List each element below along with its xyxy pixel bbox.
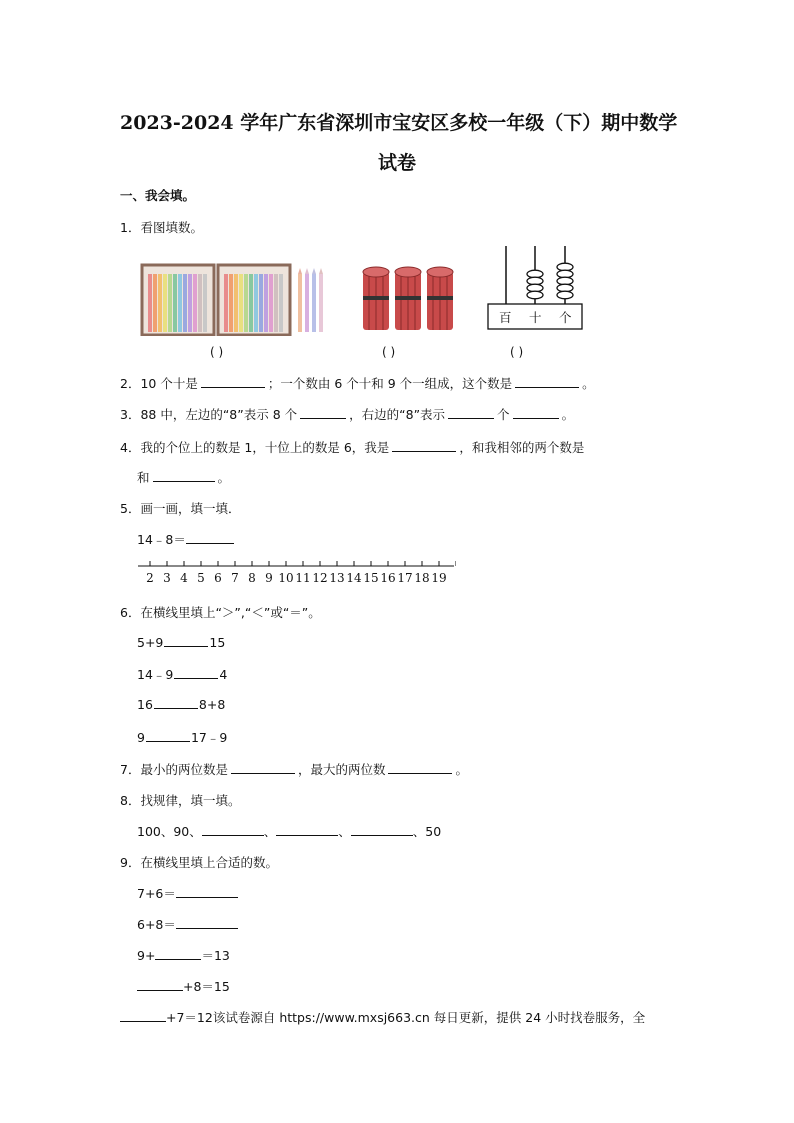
number-line-label: 18: [414, 571, 430, 585]
question-1-text: 1．看图填数。: [120, 220, 203, 235]
q8-sep: 、: [338, 824, 351, 839]
number-line-label: 9: [265, 571, 273, 585]
q7-text-b: ，最大的两位数: [297, 762, 386, 777]
q4-text-d: 。: [217, 470, 231, 485]
answer-paren-1[interactable]: ( ): [210, 345, 224, 359]
q8-end: 、50: [412, 824, 442, 839]
page-title-line1: 2023-2024 学年广东省深圳市宝安区多校一年级（下）期中数学: [120, 112, 678, 134]
number-line-label: 8: [248, 571, 256, 585]
answer-blank[interactable]: [513, 406, 559, 419]
stick-bundle-3: [427, 267, 453, 330]
q7-text-a: 7．最小的两位数是: [120, 762, 228, 777]
q9-expr-a: 9+: [137, 948, 156, 963]
question-4: [120, 438, 584, 456]
compare-blank[interactable]: [154, 696, 198, 709]
number-line: [136, 558, 456, 588]
q9-expr-b: ＝13: [201, 948, 230, 963]
answer-blank[interactable]: [137, 978, 183, 991]
question-4-line2: [137, 468, 230, 486]
q6-item-2: [137, 665, 227, 683]
q9-expr-b: +8＝15: [183, 979, 230, 994]
abacus-label-tens: 十: [529, 310, 542, 325]
answer-paren-2[interactable]: ( ): [382, 345, 396, 359]
page-title-line2: 试卷: [378, 152, 417, 174]
q6-left: 16: [137, 697, 153, 712]
question-7: [120, 760, 468, 778]
q2-text-a: 2．10 个十是: [120, 376, 198, 391]
answer-blank[interactable]: [392, 439, 456, 452]
q9-item-1: [137, 884, 238, 902]
answer-blank[interactable]: [231, 761, 295, 774]
number-line-label: 19: [431, 571, 447, 585]
number-line-label: 15: [363, 571, 379, 585]
q6-right: 4: [219, 667, 228, 682]
q2-text-c: 。: [582, 376, 595, 391]
q3-text-c: 个: [497, 407, 510, 422]
q8-start: 100、90、: [137, 824, 202, 839]
pencil-box-2: [218, 265, 290, 335]
number-line-label: 12: [312, 571, 328, 585]
answer-paren-3[interactable]: ( ): [510, 345, 524, 359]
answer-blank[interactable]: [515, 375, 579, 388]
answer-blank[interactable]: [153, 469, 215, 482]
number-line-label: 17: [397, 571, 413, 585]
q6-left: 9: [137, 730, 145, 745]
question-5-text: 5．画一画，填一填．: [120, 501, 241, 516]
answer-blank[interactable]: [202, 823, 264, 836]
loose-pencils: [298, 268, 323, 332]
q2-text-b: ；一个数由 6 个十和 9 个一组成，这个数是: [267, 376, 513, 391]
q9-item-2: [137, 915, 238, 933]
pencil-box-1: [142, 265, 214, 335]
q9-item-4: [137, 977, 230, 995]
q4-text-c: 和: [137, 470, 150, 485]
answer-blank[interactable]: [155, 947, 201, 960]
answer-blank[interactable]: [351, 823, 413, 836]
question-6-text: 6．在横线里填上“＞”,“＜”或“＝”。: [120, 605, 321, 620]
q6-right: 15: [209, 635, 226, 650]
q9-item-3: [137, 946, 230, 964]
q4-text-a: 4．我的个位上的数是 1，十位上的数是 6，我是: [120, 440, 390, 455]
number-line-label: 6: [214, 571, 222, 585]
number-line-label: 10: [278, 571, 294, 585]
q6-item-3: [137, 696, 225, 712]
number-line-label: 2: [146, 571, 154, 585]
question-9-text: 9．在横线里填上合适的数。: [120, 855, 278, 870]
q9-expr-b: +7＝12: [166, 1010, 213, 1025]
number-line-label: 3: [163, 571, 171, 585]
stick-bundle-2: [395, 267, 421, 330]
compare-blank[interactable]: [146, 729, 190, 742]
answer-blank[interactable]: [448, 406, 494, 419]
number-line-label: 14: [346, 571, 362, 585]
q3-text-d: 。: [561, 407, 575, 422]
answer-blank[interactable]: [201, 375, 265, 388]
number-line-label: 13: [329, 571, 345, 585]
abacus-label-ones: 个: [559, 310, 572, 325]
answer-blank[interactable]: [176, 916, 238, 929]
source-footer: 该试卷源自 https://www.mxsj663.cn 每日更新，提供 24 小时找卷服务，全: [212, 1010, 646, 1025]
q6-left: 5+9: [137, 635, 164, 650]
q6-left: 14﹣9: [137, 667, 174, 682]
q5-expression: 14﹣8＝: [137, 532, 186, 547]
answer-blank[interactable]: [176, 885, 238, 898]
answer-blank[interactable]: [276, 823, 338, 836]
number-line-label: 5: [197, 571, 205, 585]
question-5-expr: [137, 530, 237, 548]
stick-bundles-figure: [360, 266, 456, 332]
stick-bundle-1: [363, 267, 389, 330]
number-line-label: 4: [180, 571, 188, 585]
q9-item-5-with-footer: [120, 1008, 645, 1026]
q9-expr: 6+8＝: [137, 917, 176, 932]
number-line-ticks: [146, 561, 456, 585]
abacus-label-hundreds: 百: [499, 310, 512, 325]
section-heading: 一、我会填。: [120, 188, 196, 203]
pencil-boxes-figure: [140, 262, 340, 336]
q4-text-b: ，和我相邻的两个数是: [459, 440, 585, 455]
question-8-text: 8．找规律，填一填。: [120, 793, 241, 808]
abacus-figure: [486, 244, 584, 332]
q6-item-1: [137, 634, 225, 650]
q6-right: 8+8: [198, 697, 226, 712]
question-3: [120, 405, 574, 423]
q7-text-c: 。: [455, 762, 468, 777]
compare-blank[interactable]: [174, 666, 218, 679]
q6-right: 17﹣9: [190, 730, 228, 745]
question-2: [120, 374, 595, 392]
answer-blank[interactable]: [186, 531, 234, 544]
q3-text-a: 3．88 中，左边的“8”表示 8 个: [120, 407, 298, 422]
answer-blank[interactable]: [120, 1009, 166, 1022]
answer-blank[interactable]: [300, 406, 346, 419]
question-8-sequence: [137, 822, 441, 840]
q6-item-4: [137, 728, 227, 746]
q3-text-b: ，右边的“8”表示: [349, 407, 446, 422]
answer-blank[interactable]: [388, 761, 452, 774]
compare-blank[interactable]: [164, 634, 208, 647]
number-line-label: 7: [231, 571, 239, 585]
number-line-label: 16: [380, 571, 396, 585]
q8-sep: 、: [263, 824, 277, 839]
number-line-label: 11: [295, 571, 311, 585]
q9-expr: 7+6＝: [137, 886, 176, 901]
